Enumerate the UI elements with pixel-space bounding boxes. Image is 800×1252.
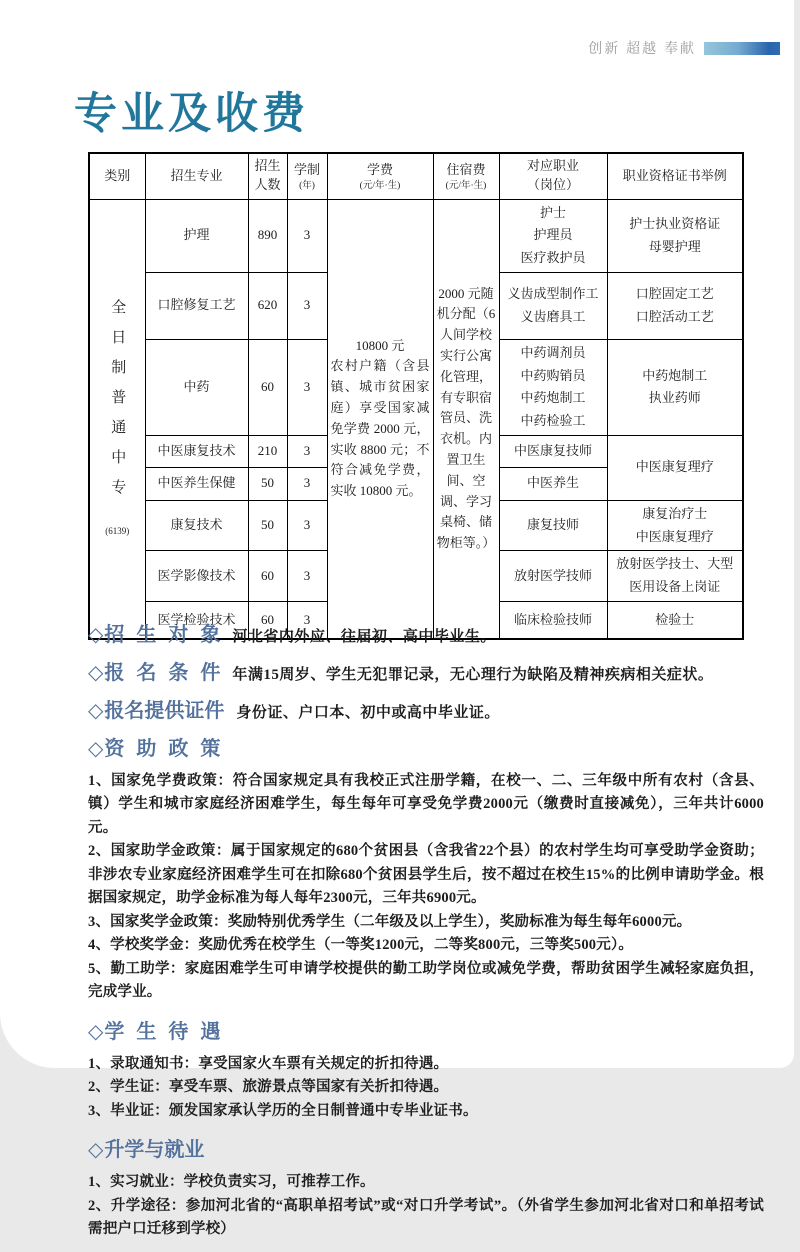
major-cell: 中医养生保健 — [145, 467, 248, 500]
count-cell: 60 — [248, 551, 287, 602]
section-heading: 升学与就业 — [104, 1139, 205, 1162]
col-header-accommodation: 住宿费 (元/年·生) — [433, 153, 499, 199]
section-advancement-employment — [88, 1133, 764, 1241]
major-cell: 护理 — [145, 199, 248, 272]
years-cell: 3 — [287, 272, 327, 339]
diamond-icon: ◇ — [88, 662, 104, 684]
col-header-certs: 职业资格证书举例 — [607, 153, 743, 199]
slogan-text: 创新 超越 奉献 — [588, 40, 696, 56]
jobs-cell: 临床检验技师 — [499, 601, 607, 639]
jobs-cell: 义齿成型制作工 义齿磨具工 — [499, 272, 607, 339]
diamond-icon: ◇ — [88, 700, 104, 722]
section-inline-text: 河北省内外应、往届初、高中毕业生。 — [232, 629, 496, 645]
gradient-bar-decoration — [704, 42, 780, 55]
diamond-icon: ◇ — [88, 1139, 104, 1162]
col-header-years: 学制 (年) — [287, 153, 327, 199]
advancement-items: 1、实习就业：学校负责实习，可推荐工作。 2、升学途径：参加河北省的“高职单招考试”或“对口升学考试”。（外省学生参加河北省对口和单招考试需把户口迁移到学校） — [88, 1174, 764, 1238]
col-header-count: 招生 人数 — [248, 153, 287, 199]
major-cell: 医学影像技术 — [145, 551, 248, 602]
category-label: 全日制普通中专 — [109, 299, 126, 510]
section-heading: 招 生 对 象 — [104, 624, 221, 646]
years-cell: 3 — [287, 500, 327, 551]
years-cell: 3 — [287, 199, 327, 272]
page-title: 专业及收费 — [74, 91, 309, 138]
tuition-cell — [327, 199, 433, 639]
section-student-benefits — [88, 1015, 764, 1123]
major-cell: 康复技术 — [145, 500, 248, 551]
major-cell: 中药 — [145, 339, 248, 435]
count-cell: 210 — [248, 435, 287, 467]
section-heading: 报名提供证件 — [104, 700, 225, 722]
certs-cell: 护士执业资格证 母婴护理 — [607, 199, 743, 272]
count-cell: 60 — [248, 339, 287, 435]
certs-cell: 中药炮制工 执业药师 — [607, 339, 743, 435]
major-cell: 医学检验技术 — [145, 601, 248, 639]
years-cell: 3 — [287, 601, 327, 639]
section-enrollment-target — [88, 618, 764, 647]
jobs-cell: 中药调剂员 中药购销员 中药炮制工 中药检验工 — [499, 339, 607, 435]
jobs-cell: 中医康复技师 — [499, 435, 607, 467]
major-cell: 中医康复技术 — [145, 435, 248, 467]
jobs-cell: 康复技师 — [499, 500, 607, 551]
certs-cell: 口腔固定工艺 口腔活动工艺 — [607, 272, 743, 339]
jobs-cell: 中医养生 — [499, 467, 607, 500]
section-funding-policy — [88, 732, 764, 1005]
major-cell: 口腔修复工艺 — [145, 272, 248, 339]
col-header-tuition: 学费 (元/年·生) — [327, 153, 433, 199]
fees-table — [88, 152, 744, 640]
diamond-icon: ◇ — [88, 1020, 104, 1043]
years-cell: 3 — [287, 551, 327, 602]
years-cell: 3 — [287, 467, 327, 500]
col-header-category: 类别 — [89, 153, 145, 199]
section-required-documents — [88, 694, 764, 723]
tuition-detail: 农村户籍（含县镇、城市贫困家庭）享受国家减免学费 2000 元，实收 8800 元；不符合减免学费，实收 10800 元。 — [330, 358, 430, 499]
section-heading: 资 助 政 策 — [104, 738, 221, 760]
header-slogan-row — [588, 38, 780, 58]
count-cell: 60 — [248, 601, 287, 639]
count-cell: 50 — [248, 467, 287, 500]
funding-policy-items: 1、国家免学费政策：符合国家规定具有我校正式注册学籍，在校一、二、三年级中所有农村（含县、镇）学生和城市家庭经济困难学生，每生每年可享受免学费2000元（缴费时直接减免），三年共计6000元。 2、国家助学金政策：属于国家规定的680个贫困县（含我省22个县）的农村学生均可享受助学金资助；非涉农专业家庭经济困难学生可在扣除680个贫困县学生后，按不超过在校生15%的比例申请助学金。根据国家规定，助学金标准为每人每年2300元，三年共6900元。 3、国家奖学金政策：奖励特别优秀学生（二年级及以上学生），奖励标准为每生每年6000元。 4、学校奖学金：奖励优秀在校学生（一等奖1200元，二等奖800元，三等奖500元）。 5、勤工助学：家庭困难学生可申请学校提供的勤工助学岗位或减免学费，帮助贫困学生减轻家庭负担，完成学业。 — [88, 773, 764, 1001]
jobs-cell: 护士 护理员 医疗救护员 — [499, 199, 607, 272]
certs-cell: 检验士 — [607, 601, 743, 639]
table-row — [89, 199, 743, 272]
certs-cell: 康复治疗士 中医康复理疗 — [607, 500, 743, 551]
certs-cell: 放射医学技士、大型医用设备上岗证 — [607, 551, 743, 602]
section-inline-text: 身份证、户口本、初中或高中毕业证。 — [236, 705, 500, 721]
years-cell: 3 — [287, 435, 327, 467]
section-heading: 报 名 条 件 — [104, 662, 221, 684]
count-cell: 620 — [248, 272, 287, 339]
accommodation-cell: 2000 元随机分配（6 人间学校实行公寓化管理，有专职宿管员、洗衣机。内置卫生间、空调、学习桌椅、储物柜等。） — [433, 199, 499, 639]
jobs-cell: 放射医学技师 — [499, 551, 607, 602]
section-application-conditions — [88, 656, 764, 685]
table-header-row — [89, 153, 743, 199]
count-cell: 50 — [248, 500, 287, 551]
diamond-icon: ◇ — [88, 624, 104, 646]
section-heading: 学 生 待 遇 — [104, 1020, 221, 1043]
info-sections — [88, 618, 764, 1252]
tuition-amount: 10800 元 — [355, 337, 405, 353]
section-inline-text: 年满15周岁、学生无犯罪记录，无心理行为缺陷及精神疾病相关症状。 — [232, 667, 714, 683]
certs-cell: 中医康复理疗 — [607, 435, 743, 500]
category-code: (6139) — [105, 526, 130, 537]
years-cell: 3 — [287, 339, 327, 435]
col-header-major: 招生专业 — [145, 153, 248, 199]
diamond-icon: ◇ — [88, 738, 104, 760]
col-header-jobs: 对应职业 （岗位） — [499, 153, 607, 199]
category-cell — [89, 199, 145, 639]
count-cell: 890 — [248, 199, 287, 272]
student-benefits-items: 1、录取通知书：享受国家火车票有关规定的折扣待遇。 2、学生证：享受车票、旅游景点等国家有关折扣待遇。 3、毕业证：颁发国家承认学历的全日制普通中专毕业证书。 — [88, 1055, 478, 1119]
